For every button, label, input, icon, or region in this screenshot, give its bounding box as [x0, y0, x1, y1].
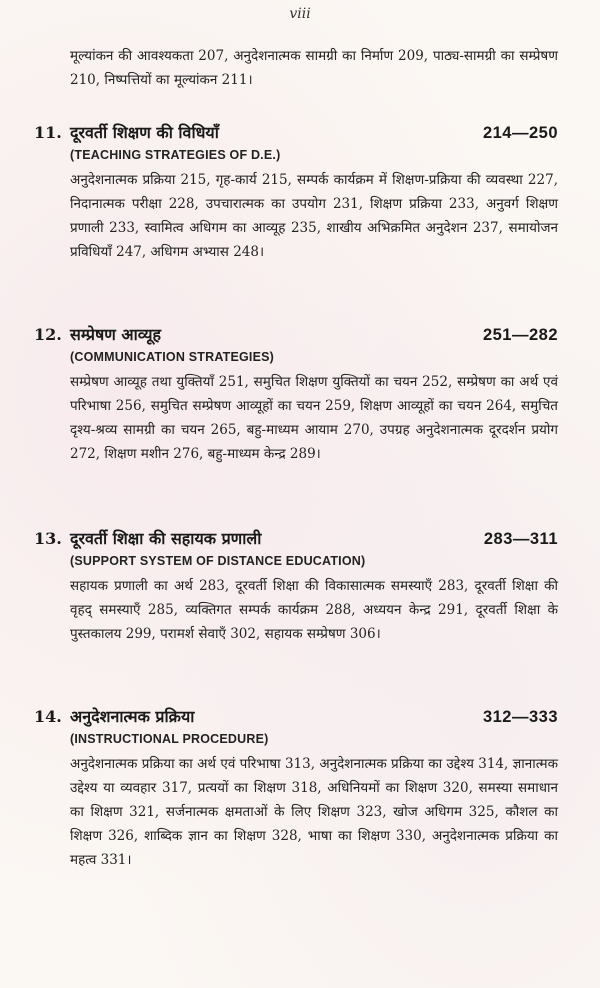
- chapter-heading: [34, 704, 558, 730]
- chapter-title-english: (COMMUNICATION STRATEGIES): [70, 350, 275, 364]
- chapter-title-hindi: सम्प्रेषण आव्यूह: [70, 325, 162, 344]
- chapter-title-hindi: दूरवर्ती शिक्षा की सहायक प्रणाली: [70, 529, 262, 548]
- chapter-title-hindi: अनुदेशनात्मक प्रक्रिया: [70, 707, 195, 726]
- chapter-entry-14: [34, 704, 558, 872]
- chapter-title-english: (TEACHING STRATEGIES OF D.E.): [70, 148, 281, 162]
- chapter-entry-12: [34, 322, 558, 466]
- chapter-entry-13: [34, 526, 558, 646]
- chapter-topics: सहायक प्रणाली का अर्थ 283, दूरवर्ती शिक्षा की विकासात्मक समस्याएँ 283, दूरवर्ती शिक्षा की वृहद् समस्याएँ 285, व्यक्तिगत सम्पर्क कार्यक्रम 288, अध्ययन केन्द्र 291, दूरवर्ती शिक्षा के पुस्तकालय 299, परामर्श सेवाएँ 302, सहायक सम्प्रेषण 306।: [70, 578, 558, 642]
- chapter-number: 13.: [34, 529, 62, 548]
- chapter-topics: अनुदेशनात्मक प्रक्रिया का अर्थ एवं परिभाषा 313, अनुदेशनात्मक प्रक्रिया का उद्देश्य 314, ज्ञानात्मक उद्देश्य या व्यवहार 317, प्रत्ययों का शिक्षण 318, अधिनियमों का शिक्षण 320, समस्या समाधान का शिक्षण 321, सर्जनात्मक क्षमताओं के लिए शिक्षण 323, खोज अधिगम 325, कौशल का शिक्षण 326, शाब्दिक ज्ञान का शिक्षण 328, भाषा का शिक्षण 330, अनुदेशनात्मक प्रक्रिया का महत्व 331।: [70, 756, 558, 868]
- chapter-number: 11.: [34, 123, 62, 142]
- chapter-heading: [34, 120, 558, 146]
- chapter-heading: [34, 322, 558, 348]
- chapter-page-range: 312—333: [482, 708, 558, 726]
- chapter-number: 12.: [34, 325, 62, 344]
- chapter-title-english: (INSTRUCTIONAL PROCEDURE): [70, 732, 269, 746]
- chapter-topics: सम्प्रेषण आव्यूह तथा युक्तियाँ 251, समुचित शिक्षण युक्तियों का चयन 252, सम्प्रेषण का अर्थ एवं परिभाषा 256, समुचित सम्प्रेषण आव्यूहों का चयन 259, शिक्षण आव्यूहों का चयन 264, समुचित दृश्य-श्रव्य सामग्री का चयन 265, बहु-माध्यम आयाम 270, उपग्रह अनुदेशनात्मक दूरदर्शन प्रयोग 272, शिक्षण मशीन 276, बहु-माध्यम केन्द्र 289।: [70, 374, 558, 462]
- chapter-page-range: 214—250: [482, 124, 558, 142]
- chapter-page-range: 251—282: [482, 326, 558, 344]
- chapter-page-range: 283—311: [483, 530, 558, 548]
- page-number: viii: [289, 6, 311, 22]
- chapter-topics: अनुदेशनात्मक प्रक्रिया 215, गृह-कार्य 215, सम्पर्क कार्यक्रम में शिक्षण-प्रक्रिया की व्यवस्था 227, निदानात्मक परीक्षा 228, उपचारात्मक का उपयोग 231, शिक्षण प्रक्रिया 233, अनुवर्ग शिक्षण प्रणाली 233, स्वामित्व अधिगम का आव्यूह 235, शाखीय अभिक्रमित अनुदेशन 237, समायोजन प्रविधियाँ 247, अधिगम अभ्यास 248।: [70, 172, 558, 260]
- continued-entry-text: मूल्यांकन की आवश्यकता 207, अनुदेशनात्मक सामग्री का निर्माण 209, पाठ्य-सामग्री का सम्प्रेषण 210, निष्पत्तियों का मूल्यांकन 211।: [70, 48, 558, 88]
- chapter-title-hindi: दूरवर्ती शिक्षण की विधियाँ: [70, 123, 219, 142]
- chapter-entry-11: [34, 120, 558, 264]
- chapter-title-english: (SUPPORT SYSTEM OF DISTANCE EDUCATION): [70, 554, 366, 568]
- chapter-number: 14.: [34, 707, 62, 726]
- chapter-heading: [34, 526, 558, 552]
